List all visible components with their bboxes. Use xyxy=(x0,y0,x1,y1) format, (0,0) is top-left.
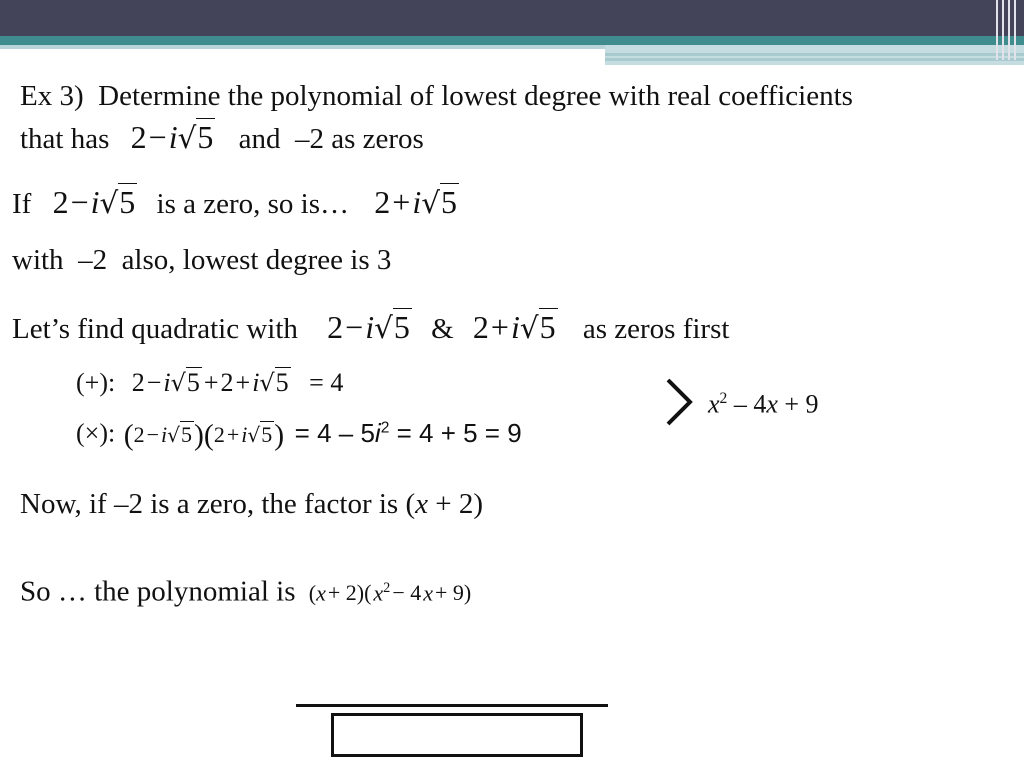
problem-line2-mid: and xyxy=(238,123,281,155)
math-final-polynomial: $(x+ 2)(x^2- 4x+ 9)$ xyxy=(308,580,472,606)
math-2-plus-i-sqrt5: 2+i√5 xyxy=(374,184,457,220)
factor-line xyxy=(20,487,483,521)
product-result: = $4 - 5i^2 = 4 + 5 = 9$ xyxy=(294,417,522,448)
final-text: So … the polynomial is xyxy=(20,575,296,608)
step3-tail: as zeros first xyxy=(582,313,730,345)
problem-line-2 xyxy=(20,120,424,156)
problem-line2-prefix: that has xyxy=(20,123,110,155)
final-line xyxy=(20,571,473,610)
step2-with: with xyxy=(12,244,64,276)
math-2-minus-i-sqrt5: 2−i√5 xyxy=(130,119,214,155)
factor-text: Now, if –2 is a zero, the factor is ( xyxy=(20,488,416,520)
problem-text: Determine the polynomial of lowest degree with real coefficients xyxy=(98,80,853,112)
answer-box xyxy=(331,713,583,757)
step2-rest: also, lowest degree is 3 xyxy=(121,244,392,276)
header-stripe-1 xyxy=(605,53,1024,56)
problem-line2-suffix: –2 as zeros xyxy=(294,123,424,155)
step1-if: If xyxy=(12,188,32,220)
problem-label: Ex 3) xyxy=(20,80,84,112)
product-row xyxy=(76,411,522,452)
header-band-dark xyxy=(0,0,1024,36)
step2-line xyxy=(12,243,391,277)
math-2-minus-i-sqrt5: 2−i√5 xyxy=(327,309,410,345)
factor-tail: + 2) xyxy=(435,488,484,520)
header-deco-line xyxy=(1002,0,1004,60)
problem-line-1 xyxy=(20,79,853,113)
header-stripe-2 xyxy=(605,58,1024,61)
math-sum-expression: 2−i√5 +2+i√5 xyxy=(131,368,289,397)
header-band-light-left xyxy=(0,45,605,49)
sum-result: = 4 xyxy=(309,368,344,397)
math-2-plus-i-sqrt5: 2+i√5 xyxy=(472,309,556,345)
header-deco-line xyxy=(996,0,998,60)
sum-row xyxy=(76,366,343,400)
step3-amp: & xyxy=(431,313,454,345)
header-deco-line xyxy=(1014,0,1016,60)
quadratic-x: x xyxy=(708,389,720,419)
math-product-expression: (2−i√5)(2+i√5) xyxy=(123,419,285,452)
step1-line xyxy=(12,185,459,221)
header-deco-line xyxy=(1008,0,1010,60)
step1-middle: is a zero, so is… xyxy=(156,188,350,220)
quadratic-x2: x xyxy=(766,389,778,419)
step3-lead: Let’s find quadratic with xyxy=(12,313,298,345)
step2-neg-two: –2 xyxy=(78,244,108,276)
math-2-minus-i-sqrt5: 2−i√5 xyxy=(52,184,136,220)
quadratic-result xyxy=(708,382,819,422)
header-band-teal xyxy=(0,36,1024,45)
quadratic-rest: – 4 xyxy=(733,389,767,419)
quadratic-tail: + 9 xyxy=(784,389,819,419)
quadratic-exp: 2 xyxy=(719,390,728,407)
step3-line xyxy=(12,310,729,346)
product-label: (×): xyxy=(76,418,116,448)
combine-bracket xyxy=(664,378,700,426)
answer-underline xyxy=(296,704,608,707)
sum-label: (+): xyxy=(76,368,116,397)
factor-x: x xyxy=(415,488,428,520)
